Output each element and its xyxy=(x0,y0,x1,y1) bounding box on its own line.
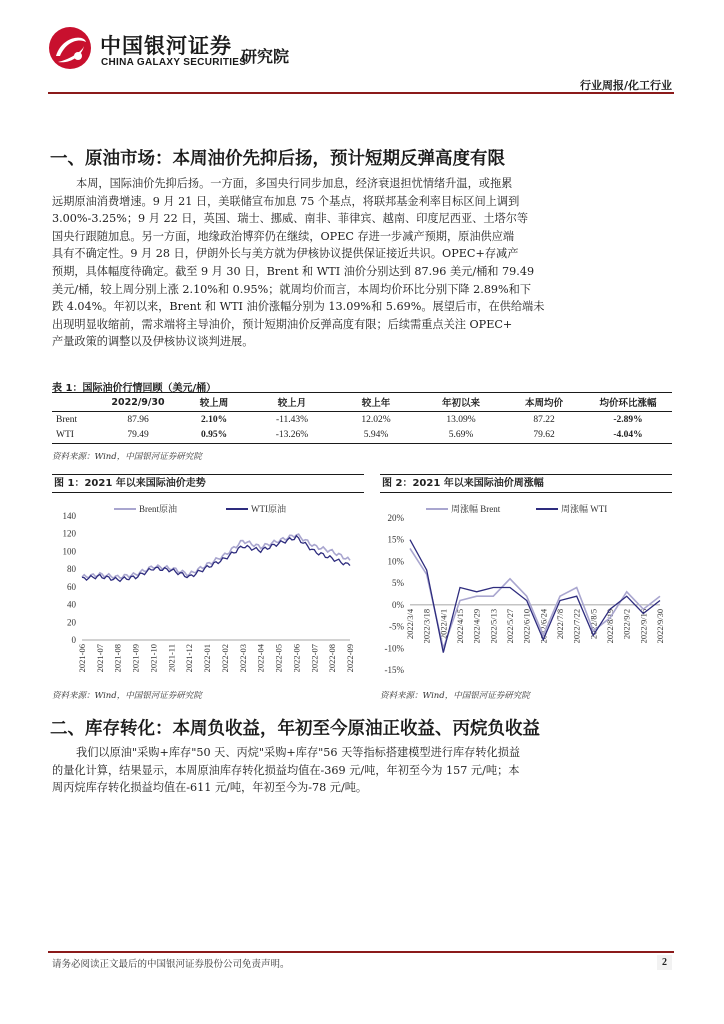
y-tick-label: 0 xyxy=(71,635,76,645)
y-tick-label: -10% xyxy=(384,643,404,654)
header-divider xyxy=(48,92,674,94)
x-tick-label: 2021-08 xyxy=(112,644,123,673)
paragraph-line: 具有不确定性。9 月 28 日，伊朗外长与美方就为伊核协议提供保证接近共识。OPEC+存减产 xyxy=(52,247,519,261)
brand-name-en: CHINA GALAXY SECURITIES xyxy=(101,57,247,68)
x-tick-label: 2022/4/29 xyxy=(471,608,482,644)
table-header-cell: 均价环比涨幅 xyxy=(584,393,672,412)
x-tick-label: 2022-05 xyxy=(273,644,284,673)
y-tick-label: 20 xyxy=(67,617,76,628)
x-tick-label: 2021-06 xyxy=(77,644,87,673)
table-cell: 2.10% xyxy=(200,414,228,425)
y-tick-label: -5% xyxy=(389,621,404,632)
paragraph-line: 远期原油消费增速。9 月 21 日，美联储宣布加息 75 个基点，将联邦基金利率目标区间上调到 xyxy=(52,194,520,208)
table-cell: 79.49 xyxy=(98,428,178,444)
x-tick-label: 2022/4/15 xyxy=(455,608,465,644)
x-tick-label: 2022/6/10 xyxy=(521,608,532,644)
section2-title: 二、库存转化：本周负收益，年初至今原油正收益、丙烷负收益 xyxy=(50,719,540,739)
x-tick-label: 2022/8/5 xyxy=(588,608,599,640)
section1-body xyxy=(52,175,672,351)
table-header-cell: 较上年 xyxy=(334,393,418,412)
x-tick-label: 2022/8/19 xyxy=(605,608,615,644)
figure2-chart xyxy=(380,498,672,680)
x-tick-label: 2022/3/18 xyxy=(421,608,432,644)
series-line-brent xyxy=(82,534,350,578)
figure1-title: 图 1：2021 年以来国际油价走势 xyxy=(52,474,364,493)
paragraph-line: 美元/桶，较上周分别上涨 2.10%和 0.95%；就周均价而言，本周均价环比分别下降 2.89%和下 xyxy=(52,282,532,296)
table-header-row xyxy=(52,393,672,412)
table-header-cell: 较上周 xyxy=(178,393,250,412)
paragraph-line: 预期，具体幅度待确定。截至 9 月 30 日，Brent 和 WTI 油价分别达到 87.96 美元/桶和 79.49 xyxy=(52,264,535,278)
figure1-source: 资料来源：Wind，中国银河证券研究院 xyxy=(52,691,202,701)
legend-label: 周涨幅 WTI xyxy=(561,504,608,514)
table-header-cell xyxy=(52,393,98,412)
y-tick-label: 15% xyxy=(387,534,404,545)
table-row xyxy=(52,428,672,444)
y-tick-label: 80 xyxy=(67,564,76,575)
x-tick-label: 2022/7/8 xyxy=(555,608,565,640)
table-cell: 13.09% xyxy=(446,414,476,425)
y-tick-label: 100 xyxy=(62,546,76,557)
figure1-chart xyxy=(52,498,364,680)
table1-title: 表 1：国际油价行情回顾（美元/桶） xyxy=(52,383,217,394)
x-tick-label: 2022-07 xyxy=(309,644,320,673)
y-tick-label: 20% xyxy=(387,513,404,523)
section2-body xyxy=(52,744,672,797)
table-row xyxy=(52,412,672,428)
paragraph-line: 产量政策的调整以及伊核协议谈判进展。 xyxy=(52,335,254,349)
x-tick-label: 2022-04 xyxy=(255,644,266,673)
x-tick-label: 2022/7/22 xyxy=(571,608,582,644)
table-cell: 87.22 xyxy=(533,414,555,425)
table-header-cell: 本周均价 xyxy=(504,393,584,412)
x-tick-label: 2021-09 xyxy=(130,644,141,673)
y-tick-label: 5% xyxy=(392,578,404,589)
table-cell: -13.26% xyxy=(250,428,334,444)
x-tick-label: 2021-10 xyxy=(148,644,159,673)
x-tick-label: 2022/4/1 xyxy=(438,608,449,640)
x-tick-label: 2022/9/16 xyxy=(638,608,649,644)
table-cell: Brent xyxy=(56,414,78,425)
brand-name-cn: 中国银河证券 xyxy=(100,34,232,58)
x-tick-label: 2022/5/27 xyxy=(505,608,515,644)
legend-label: 周涨幅 Brent xyxy=(451,504,501,514)
table-cell: 5.69% xyxy=(418,428,504,444)
figure2-title: 图 2：2021 年以来国际油价周涨幅 xyxy=(380,474,672,493)
x-tick-label: 2022-06 xyxy=(291,644,302,673)
x-tick-label: 2022-08 xyxy=(327,644,338,673)
y-tick-label: -15% xyxy=(384,665,404,675)
figure2-source: 资料来源：Wind，中国银河证券研究院 xyxy=(380,691,530,701)
page-number: 2 xyxy=(657,955,672,970)
table-cell: 12.02% xyxy=(361,414,391,425)
paragraph-line: 国央行跟随加息。另一方面，地缘政治博弈仍在继续，OPEC 存进一步减产预期，原油供应端 xyxy=(52,229,515,243)
table-header-cell: 2022/9/30 xyxy=(98,393,178,412)
x-tick-label: 2022-09 xyxy=(345,644,355,673)
table-cell: 79.62 xyxy=(504,428,584,444)
table-cell: -11.43% xyxy=(275,414,309,425)
x-tick-label: 2021-11 xyxy=(166,644,177,673)
table-header-cell: 年初以来 xyxy=(418,393,504,412)
y-tick-label: 140 xyxy=(62,511,76,521)
report-type: 行业周报/化工行业 xyxy=(579,79,672,92)
table-cell: -4.04% xyxy=(584,428,672,444)
x-tick-label: 2022-01 xyxy=(202,644,213,673)
table-cell: 0.95% xyxy=(178,428,250,444)
section1-title: 一、原油市场：本周油价先抑后扬，预计短期反弹高度有限 xyxy=(50,149,505,169)
x-tick-label: 2022/9/2 xyxy=(621,608,632,640)
x-tick-label: 2022/3/4 xyxy=(405,608,415,640)
x-tick-label: 2021-07 xyxy=(94,644,105,673)
y-tick-label: 60 xyxy=(67,581,76,592)
y-tick-label: 40 xyxy=(67,599,76,610)
footer-disclaimer: 请务必阅读正文最后的中国银河证券股份公司免责声明。 xyxy=(52,959,290,970)
paragraph-line: 本周，国际油价先抑后扬。一方面，多国央行同步加息，经济衰退担忧情绪升温，或拖累 xyxy=(76,177,513,190)
footer-divider xyxy=(48,951,674,953)
table-cell: 87.96 xyxy=(127,414,149,425)
table-cell: -2.89% xyxy=(613,414,643,425)
y-tick-label: 10% xyxy=(387,556,404,567)
paragraph-line: 周丙烷库存转化损益均值在-611 元/吨，年初至今为-78 元/吨。 xyxy=(52,781,368,795)
y-tick-label: 0% xyxy=(392,599,404,610)
x-tick-label: 2022/5/13 xyxy=(488,608,499,644)
institute-name: 研究院 xyxy=(241,47,290,66)
legend-label: Brent原油 xyxy=(139,504,177,514)
x-tick-label: 2022-03 xyxy=(237,644,248,673)
table-cell: 5.94% xyxy=(334,428,418,444)
paragraph-line: 我们以原油"采购+库存"50 天、丙烷"采购+库存"56 天等指标搭建模型进行库存转化损益 xyxy=(76,746,521,759)
x-tick-label: 2021-12 xyxy=(184,644,195,673)
galaxy-logo-icon xyxy=(48,26,92,70)
table-cell: WTI xyxy=(52,428,98,444)
oil-price-table xyxy=(52,392,672,444)
paragraph-line: 的量化计算，结果显示，本周原油库存转化损益均值在-369 元/吨，年初至今为 157 元/吨；本 xyxy=(52,763,520,777)
legend-label: WTI原油 xyxy=(251,504,286,514)
x-tick-label: 2022/9/30 xyxy=(655,608,665,644)
table1-source: 资料来源：Wind，中国银河证券研究院 xyxy=(52,452,202,462)
paragraph-line: 3.00%-3.25%；9 月 22 日，英国、瑞士、挪威、南非、菲律宾、越南、印度尼西亚、土塔尔等 xyxy=(52,212,529,226)
table-header-cell: 较上月 xyxy=(250,393,334,412)
y-tick-label: 120 xyxy=(62,528,76,539)
x-tick-label: 2022-02 xyxy=(219,644,230,673)
paragraph-line: 出现明显收缩前，需求端将主导油价，预计短期油价反弹高度有限；后续需重点关注 OPEC+ xyxy=(52,317,513,331)
paragraph-line: 跌 4.04%。年初以来，Brent 和 WTI 油价涨幅分别为 13.09%和 5.69%。展望后市，在供给端未 xyxy=(52,300,545,314)
x-tick-label: 2022/6/24 xyxy=(538,608,549,644)
